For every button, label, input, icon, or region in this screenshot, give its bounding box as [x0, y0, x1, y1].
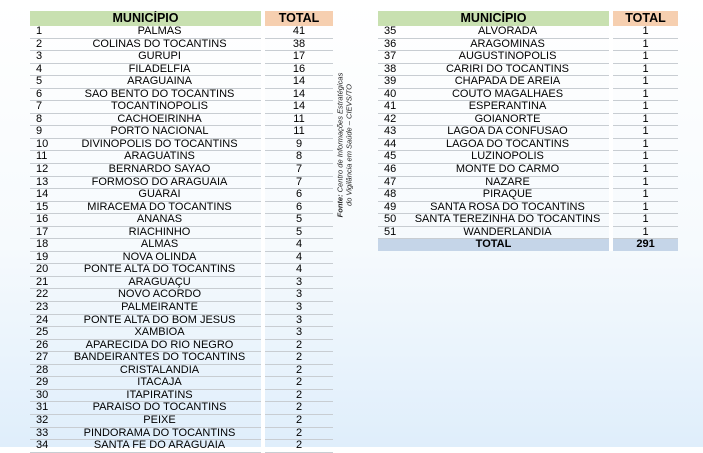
row-number: 29: [36, 376, 49, 389]
row-number: 37: [384, 50, 397, 63]
municipio-name: SANTA TEREZINHA DO TOCANTINS: [414, 213, 601, 226]
row-number: 48: [384, 188, 397, 201]
municipio-total: 3: [263, 314, 333, 327]
table-row: [378, 138, 678, 151]
row-number: 21: [36, 276, 49, 288]
source-label: Fonte:: [335, 194, 345, 218]
municipio-total: 7: [263, 164, 333, 177]
total-header: TOTAL: [263, 11, 333, 26]
municipio-name: RIACHINHO: [128, 226, 191, 238]
municipio-total: 1: [611, 51, 678, 64]
municipio-total: 2: [263, 389, 333, 402]
table-row: [30, 151, 333, 164]
row-number: 26: [36, 339, 49, 351]
table-row: [30, 164, 333, 177]
municipio-name: NAZARÉ: [485, 176, 530, 188]
row-number: 12: [36, 163, 49, 176]
municipio-name: GURUPI: [138, 50, 181, 63]
table-row: [30, 276, 333, 289]
municipio-total: 14: [263, 76, 333, 89]
municipio-total: 1: [611, 138, 678, 151]
table-row: [378, 201, 678, 214]
table-row: [30, 414, 333, 427]
municipio-total: 2: [263, 427, 333, 440]
table-row: [378, 63, 678, 76]
municipio-total: 3: [263, 327, 333, 340]
municipio-total: 1: [611, 214, 678, 227]
table-row: [30, 176, 333, 189]
table-row: [30, 26, 333, 38]
municipio-total: 5: [263, 214, 333, 227]
table-row: [30, 201, 333, 214]
table-row: [30, 264, 333, 277]
municipio-name: ARAGUAÍNA: [127, 75, 192, 88]
row-number: 9: [36, 125, 43, 138]
row-number: 20: [36, 263, 49, 276]
table-row: [30, 88, 333, 101]
municipio-name: ITACAJÁ: [137, 376, 182, 389]
municipio-total: 38: [263, 38, 333, 51]
row-number: 5: [36, 75, 43, 88]
municipio-name: DIVINÓPOLIS DO TOCANTINS: [81, 138, 238, 150]
municipio-total: 14: [263, 88, 333, 101]
row-number: 40: [384, 88, 397, 100]
table-row: [30, 38, 333, 51]
municipio-name: ANANÁS: [136, 213, 183, 226]
municipio-total: 2: [263, 339, 333, 352]
table-row: [30, 101, 333, 114]
row-number: 30: [36, 389, 49, 401]
municipio-name: CACHOEIRINHA: [117, 113, 202, 125]
row-number: 23: [36, 301, 49, 314]
municipio-name: FILADÉLFIA: [128, 63, 191, 75]
row-number: 3: [36, 50, 43, 63]
row-number: 6: [36, 88, 43, 100]
table-row: [378, 176, 678, 189]
row-number: 8: [36, 113, 43, 125]
source-line1: Centro de Informações Estratégicas: [335, 72, 345, 193]
municipio-name: MONTE DO CARMO: [455, 163, 560, 176]
total-header: TOTAL: [611, 11, 678, 26]
source-line2: do Vigilância em Saúde – CIEVS/TO: [344, 84, 353, 206]
row-number: 44: [384, 138, 397, 150]
row-number: 34: [36, 439, 49, 452]
municipio-name: FORMOSO DO ARAGUAIA: [91, 176, 228, 188]
table-row: [30, 126, 333, 139]
row-number: 49: [384, 201, 397, 213]
municipio-name: LUZINÓPOLIS: [471, 150, 544, 163]
municipio-name: GUARAÍ: [138, 188, 181, 201]
row-number: 28: [36, 364, 49, 376]
municipio-total: 1: [611, 189, 678, 202]
table-row: [378, 51, 678, 64]
municipio-total: 2: [263, 377, 333, 390]
municipio-total: 16: [263, 63, 333, 76]
municipio-name: CHAPADA DE AREIA: [454, 75, 561, 88]
table-row: [30, 51, 333, 64]
municipio-name: NOVO ACORDO: [117, 288, 202, 301]
table-row: [378, 214, 678, 227]
municipio-total: 1: [611, 88, 678, 101]
table-row: [378, 226, 678, 239]
table-row: [378, 76, 678, 89]
table-row: [30, 427, 333, 440]
row-number: 18: [36, 238, 49, 251]
row-number: 50: [384, 213, 397, 226]
municipio-total: 1: [611, 176, 678, 189]
row-number: 27: [36, 351, 49, 364]
table-row: [378, 113, 678, 126]
municipio-total: 4: [263, 264, 333, 277]
municipio-total: 1: [611, 226, 678, 239]
municipio-name: LAGOA DA CONFUSÃO: [447, 125, 568, 138]
row-number: 19: [36, 251, 49, 263]
table-row: [30, 339, 333, 352]
municipio-header: MUNICÍPIO: [30, 11, 263, 26]
row-number: 25: [36, 326, 49, 339]
source-text: [337, 73, 354, 218]
total-row: [378, 239, 678, 251]
table-row: [30, 189, 333, 202]
row-number: 39: [384, 75, 397, 88]
municipio-name: PARAÍSO DO TOCANTINS: [92, 401, 227, 414]
municipio-total: 2: [263, 352, 333, 365]
municipio-total: 8: [263, 151, 333, 164]
table-header-row: [30, 11, 333, 26]
municipio-total: 4: [263, 251, 333, 264]
municipio-name: ALMAS: [140, 238, 179, 251]
municipio-name: CRISTALÂNDIA: [119, 364, 200, 376]
municipio-name: COLINAS DO TOCANTINS: [92, 38, 227, 50]
table-row: [378, 189, 678, 202]
row-number: 41: [384, 100, 397, 113]
row-number: 42: [384, 113, 397, 125]
table-row: [30, 402, 333, 415]
table-row: [378, 164, 678, 177]
total-row-label: TOTAL: [378, 239, 611, 251]
row-number: 47: [384, 176, 397, 188]
row-number: 46: [384, 163, 397, 176]
municipio-name: PIRAQUÊ: [482, 188, 533, 201]
municipio-name: SÃO BENTO DO TOCANTINS: [84, 88, 235, 100]
table-row: [378, 38, 678, 51]
row-number: 35: [384, 26, 397, 37]
municipio-total: 1: [611, 63, 678, 76]
municipio-name: SANTA ROSA DO TOCANTINS: [430, 201, 585, 213]
table-row: [30, 113, 333, 126]
row-number: 38: [384, 63, 397, 75]
municipios-table-right: [378, 11, 678, 251]
municipio-total: 14: [263, 101, 333, 114]
municipio-name: ALVORADA: [477, 26, 538, 37]
table-row: [30, 302, 333, 315]
municipio-total: 2: [263, 414, 333, 427]
municipio-total: 11: [263, 126, 333, 139]
municipio-total: 17: [263, 51, 333, 64]
row-number: 15: [36, 201, 49, 213]
municipio-name: BANDEIRANTES DO TOCANTINS: [73, 351, 246, 364]
municipio-name: SANTA FÉ DO ARAGUAIA: [93, 439, 226, 452]
municipio-name: COUTO MAGALHÃES: [451, 88, 564, 100]
row-number: 33: [36, 427, 49, 439]
municipio-total: 1: [611, 26, 678, 38]
municipio-total: 3: [263, 302, 333, 315]
municipio-name: NOVA OLINDA: [122, 251, 197, 263]
municipio-total: 1: [611, 164, 678, 177]
table-row: [30, 352, 333, 365]
row-number: 32: [36, 414, 49, 426]
table-row: [30, 63, 333, 76]
row-number: 22: [36, 288, 49, 301]
row-number: 11: [36, 150, 48, 163]
municipio-total: 6: [263, 189, 333, 202]
municipio-total: 4: [263, 239, 333, 252]
municipio-name: PINDORAMA DO TOCANTINS: [83, 427, 236, 439]
municipio-name: PEIXE: [143, 414, 176, 426]
municipio-total: 1: [611, 101, 678, 114]
row-number: 45: [384, 150, 397, 163]
table-row: [378, 88, 678, 101]
row-number: 13: [36, 176, 49, 188]
row-number: 10: [36, 138, 49, 150]
municipio-total: 2: [263, 364, 333, 377]
table-row: [30, 214, 333, 227]
table-row: [30, 389, 333, 402]
row-number: 1: [36, 26, 43, 37]
row-number: 43: [384, 125, 397, 138]
row-number: 4: [36, 63, 43, 75]
municipio-name: CARIRI DO TOCANTINS: [445, 63, 570, 75]
table-row: [30, 289, 333, 302]
municipio-name: GOIANORTE: [474, 113, 541, 125]
municipio-name: AUGUSTINÓPOLIS: [458, 50, 557, 63]
municipio-total: 11: [263, 113, 333, 126]
table-row: [30, 377, 333, 390]
row-number: 36: [384, 38, 397, 50]
municipio-name: TOCANTINÓPOLIS: [111, 100, 208, 113]
municipio-header: MUNICÍPIO: [378, 11, 611, 26]
municipio-total: 1: [611, 151, 678, 164]
table-header-row: [378, 11, 678, 26]
municipio-total: 7: [263, 176, 333, 189]
municipio-name: LAGOA DO TOCANTINS: [445, 138, 570, 150]
municipio-name: ARAGUATINS: [124, 150, 195, 163]
table-row: [30, 327, 333, 340]
table-row: [30, 239, 333, 252]
row-number: 17: [36, 226, 49, 238]
table-row: [30, 440, 333, 453]
row-number: 24: [36, 314, 49, 326]
municipio-total: 9: [263, 138, 333, 151]
municipio-name: PALMAS: [137, 26, 182, 37]
municipio-name: BERNARDO SAYAO: [108, 163, 211, 176]
municipio-total: 41: [263, 26, 333, 38]
municipio-total: 3: [263, 276, 333, 289]
municipios-table-left: [30, 11, 333, 453]
municipio-name: WANDERLÂNDIA: [463, 226, 552, 238]
municipio-name: ARAGUAÇU: [128, 276, 191, 288]
row-number: 31: [36, 401, 49, 414]
municipio-total: 1: [611, 113, 678, 126]
municipio-name: XAMBIOÁ: [134, 326, 185, 339]
table-row: [30, 251, 333, 264]
municipio-name: MIRACEMA DO TOCANTINS: [87, 201, 232, 213]
municipio-total: 3: [263, 289, 333, 302]
municipio-name: PONTE ALTA DO TOCANTINS: [83, 263, 236, 276]
municipio-total: 1: [611, 76, 678, 89]
municipio-total: 2: [263, 402, 333, 415]
table-row: [378, 151, 678, 164]
municipio-name: ARAGOMINAS: [470, 38, 545, 50]
municipio-total: 6: [263, 201, 333, 214]
row-number: 16: [36, 213, 49, 226]
municipio-total: 1: [611, 126, 678, 139]
municipio-total: 1: [611, 201, 678, 214]
left-table-body: [30, 26, 333, 452]
municipio-name: PORTO NACIONAL: [110, 125, 209, 138]
municipio-name: ESPERANTINA: [468, 100, 547, 113]
source-note: [337, 60, 353, 230]
total-row-value: 291: [611, 239, 678, 251]
row-number: 2: [36, 38, 43, 50]
row-number: 14: [36, 188, 49, 201]
right-table-body: [378, 26, 678, 239]
municipio-total: 1: [611, 38, 678, 51]
table-row: [30, 364, 333, 377]
table-row: [30, 76, 333, 89]
row-number: 51: [384, 226, 397, 238]
table-row: [30, 226, 333, 239]
municipio-name: PALMEIRANTE: [121, 301, 198, 314]
municipio-total: 2: [263, 440, 333, 453]
table-row: [378, 126, 678, 139]
table-row: [378, 101, 678, 114]
municipio-name: ITAPIRATINS: [126, 389, 193, 401]
table-row: [30, 138, 333, 151]
table-row: [378, 26, 678, 38]
municipio-name: APARECIDA DO RIO NEGRO: [85, 339, 234, 351]
municipio-total: 5: [263, 226, 333, 239]
table-row: [30, 314, 333, 327]
row-number: 7: [36, 100, 43, 113]
municipio-name: PONTE ALTA DO BOM JESUS: [83, 314, 236, 326]
